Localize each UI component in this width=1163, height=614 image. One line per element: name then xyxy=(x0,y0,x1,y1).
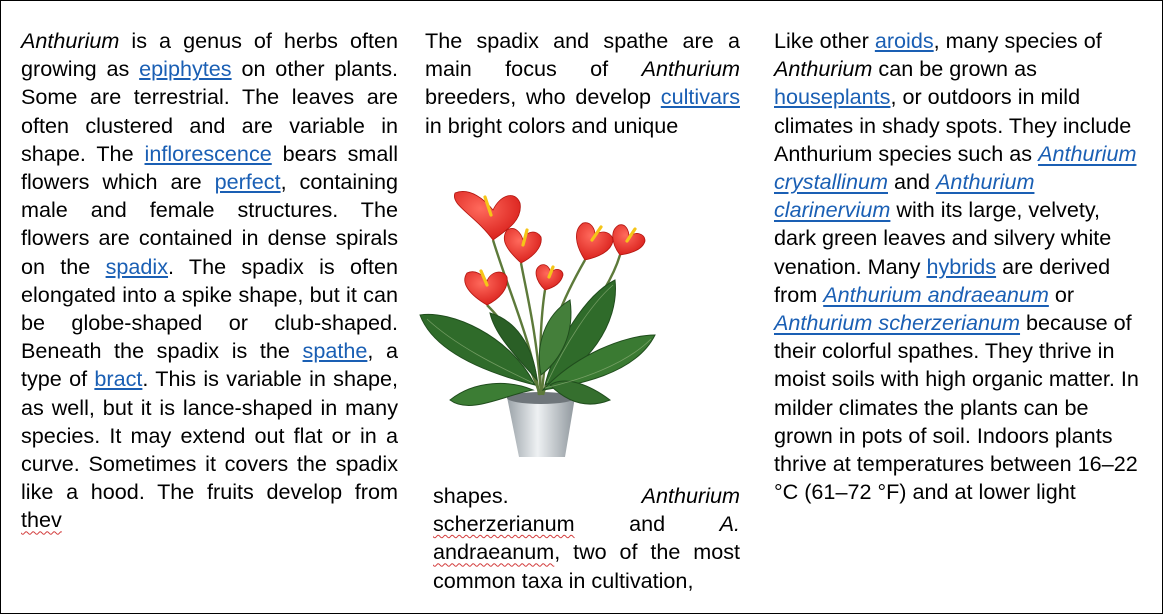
italic-term: A. xyxy=(719,511,740,537)
text-run: bears small flowers which are xyxy=(21,140,399,195)
column-3 xyxy=(774,27,1146,506)
link-cultivars[interactable]: cultivars xyxy=(660,84,740,110)
link-aroids[interactable]: aroids xyxy=(874,28,934,53)
text-run: can be grown as xyxy=(872,56,1037,82)
italic-term: Anthurium xyxy=(641,483,740,508)
text-run: breeders, who develop xyxy=(425,84,661,110)
link-bract[interactable]: bract xyxy=(94,366,143,392)
link-inflorescence[interactable]: inflorescence xyxy=(144,140,272,166)
text-run: , a type of xyxy=(21,338,398,392)
text-run: Like other xyxy=(774,28,875,53)
link-spathe[interactable]: spathe xyxy=(302,338,368,364)
text-run: , two of the most common taxa in cultivation, xyxy=(433,539,740,593)
link-houseplants[interactable]: houseplants xyxy=(774,84,891,110)
pot-shape xyxy=(507,397,575,457)
misspelled-word: scherzerianum xyxy=(433,511,575,537)
link-anthurium-clarinervium[interactable]: Anthurium clarinervium xyxy=(774,169,1035,223)
col1-paragraph xyxy=(21,27,398,535)
text-run: or xyxy=(1048,281,1075,307)
text-run: in bright colors and unique xyxy=(425,112,679,138)
italic-term: Anthurium xyxy=(641,56,740,82)
link-hybrids[interactable]: hybrids xyxy=(926,253,997,279)
col3-paragraph xyxy=(774,27,1146,506)
text-run: because of their colorful spathes. They thrive in moist soils with high organic matter. In milder climates the plants can be grown in pots of soil. Indoors plants thrive at temperatures between 16–22 °C (61–72 °F) and at lower light xyxy=(774,310,1139,505)
col2-paragraph-top xyxy=(425,27,740,140)
text-run: and xyxy=(888,169,937,195)
text-run: are derived from xyxy=(774,253,1111,307)
misspelled-word: andraeanum xyxy=(433,539,555,565)
column-2-bottom xyxy=(433,482,740,595)
link-anthurium-andraeanum[interactable]: Anthurium andraeanum xyxy=(823,281,1049,307)
link-perfect[interactable]: perfect xyxy=(214,169,281,195)
text-run: . The spadix is often elongated into a spike shape, but it can be globe-shaped or club-shaped. Beneath the spadix is the xyxy=(21,253,398,364)
italic-term: Anthurium xyxy=(774,56,873,82)
column-1 xyxy=(21,27,398,535)
text-run: The spadix and spathe are a main focus of xyxy=(425,28,740,82)
text-run: , containing male and female structures. The flowers are contained in dense spirals on the xyxy=(21,169,398,279)
text-run: , or outdoors in mild climates in shady spots. They include Anthurium species such as xyxy=(774,84,1132,166)
text-run: . This is variable in shape, as well, but it is lance-shaped in many species. It may extend out flat or in a curve. Sometimes it covers the spadix like a hood. The fruits develop from xyxy=(21,366,398,505)
column-2-top xyxy=(425,27,740,140)
misspelled-word: thev xyxy=(21,507,62,533)
italic-term: Anthurium xyxy=(21,28,120,53)
text-run: shapes. xyxy=(433,483,642,508)
link-spadix[interactable]: spadix xyxy=(105,253,169,279)
link-epiphytes[interactable]: epiphytes xyxy=(139,56,232,82)
link-anthurium-scherzerianum[interactable]: Anthurium scherzerianum xyxy=(774,310,1021,336)
link-anthurium-crystallinum[interactable]: Anthurium crystallinum xyxy=(774,140,1137,195)
text-run: and xyxy=(574,511,720,537)
text-run: , many species of xyxy=(933,28,1102,53)
text-run: with its large, velvety, dark green leaves and silvery white venation. Many xyxy=(774,197,1112,279)
text-run: on other plants. Some are terrestrial. The leaves are often clustered and are variable in shape. The xyxy=(21,56,399,166)
text-run: is a genus of herbs often growing as xyxy=(21,28,398,82)
anthurium-plant-image xyxy=(415,185,661,457)
col2-paragraph-bottom xyxy=(433,482,740,595)
